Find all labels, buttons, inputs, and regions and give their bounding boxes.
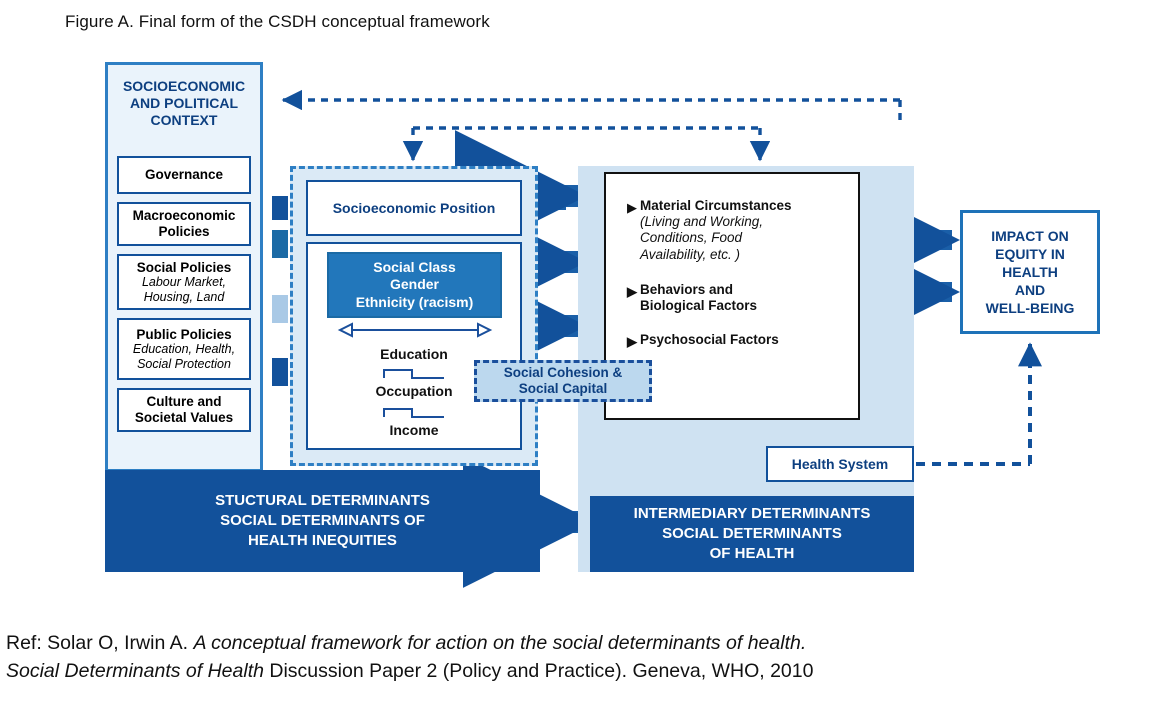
bullet-arrow-icon: ▶ (627, 334, 637, 349)
intermediary-item-material-circumstances[interactable] (627, 198, 846, 263)
step-glyph-icon (382, 405, 446, 419)
context-item-sublabel: Labour Market, Housing, Land (141, 275, 227, 304)
context-item-sublabel: Education, Health, Social Protection (132, 342, 236, 371)
bullet-arrow-icon: ▶ (627, 284, 637, 299)
context-item-public-policies[interactable] (117, 318, 251, 380)
context-item-culture-societal-values[interactable] (117, 388, 251, 432)
reference-line1-plain: Ref: Solar O, Irwin A. (6, 632, 194, 654)
step-glyph-icon (382, 366, 446, 380)
reference-line2-italic: Social Determinants of Health (6, 659, 264, 682)
context-item-label: Culture and Societal Values (134, 394, 234, 425)
socioeconomic-position-box[interactable]: Socioeconomic Position (306, 180, 522, 236)
structural-banner-line-2: SOCIAL DETERMINANTS OF (220, 511, 425, 529)
intermediary-item-psychosocial-factors[interactable] (627, 332, 846, 349)
intermediary-item-sub-2: Conditions, Food (640, 230, 743, 246)
intermediary-item-heading: Material Circumstances (640, 198, 792, 213)
context-item-label: Governance (144, 167, 224, 183)
structural-banner-line-3: HEALTH INEQUITIES (248, 532, 397, 550)
impact-line-4: AND (1014, 282, 1046, 299)
social-cohesion-line-1: Social Cohesion & (503, 364, 623, 380)
double-arrow-icon (330, 322, 500, 338)
structural-determinants-banner (105, 470, 540, 572)
intermediary-item-sub-3: Availability, etc. ) (640, 246, 741, 262)
context-panel-title: SOCIOECONOMIC AND POLITICAL CONTEXT (122, 78, 246, 129)
figure-title: Figure A. Final form of the CSDH conceptual framework (65, 12, 490, 31)
context-item-macroeconomic-policies[interactable] (117, 202, 251, 246)
context-item-label: Public Policies (136, 326, 232, 342)
social-class-line-3: Ethnicity (racism) (355, 293, 474, 310)
ladder-label-education: Education (380, 346, 448, 362)
ladder-label-income: Income (389, 422, 439, 438)
intermediary-banner-line-3: OF HEALTH (709, 545, 795, 563)
impact-on-equity-box[interactable] (960, 210, 1100, 334)
impact-line-5: WELL-BEING (985, 300, 1075, 317)
social-class-box[interactable] (327, 252, 502, 318)
social-class-line-2: Gender (389, 276, 439, 293)
intermediary-item-behaviors-biological-factors[interactable] (627, 282, 846, 314)
ladder-label-occupation: Occupation (375, 383, 453, 399)
intermediary-determinants-banner (590, 496, 914, 572)
context-item-label: Macroeconomic Policies (132, 208, 236, 239)
social-cohesion-line-2: Social Capital (518, 381, 608, 396)
impact-line-3: HEALTH (1002, 263, 1058, 280)
structural-banner-line-1: STUCTURAL DETERMINANTS (215, 491, 430, 509)
reference-caption (6, 630, 1146, 685)
bullet-arrow-icon: ▶ (627, 200, 637, 215)
context-item-social-policies[interactable] (117, 254, 251, 310)
context-item-governance[interactable] (117, 156, 251, 194)
intermediary-item-sub-1: (Living and Working, (640, 214, 764, 230)
impact-line-2: EQUITY IN (995, 245, 1065, 262)
reference-line2-plain: Discussion Paper 2 (Policy and Practice). Geneva, WHO, 2010 (263, 659, 814, 682)
context-item-label: Social Policies (136, 259, 232, 275)
intermediary-banner-line-2: SOCIAL DETERMINANTS (662, 524, 842, 542)
intermediary-item-heading-line-1: Behaviors and (640, 282, 734, 297)
reference-line1-italic: A conceptual framework for action on the social determinants of health. (193, 632, 807, 654)
intermediary-item-heading-line-2: Biological Factors (640, 298, 758, 314)
social-cohesion-social-capital-box[interactable] (474, 360, 652, 402)
health-system-box[interactable]: Health System (766, 446, 914, 482)
impact-line-1: IMPACT ON (991, 227, 1069, 244)
intermediary-banner-line-1: INTERMEDIARY DETERMINANTS (633, 504, 871, 522)
intermediary-item-heading: Psychosocial Factors (640, 332, 779, 347)
social-class-line-1: Social Class (373, 259, 456, 276)
